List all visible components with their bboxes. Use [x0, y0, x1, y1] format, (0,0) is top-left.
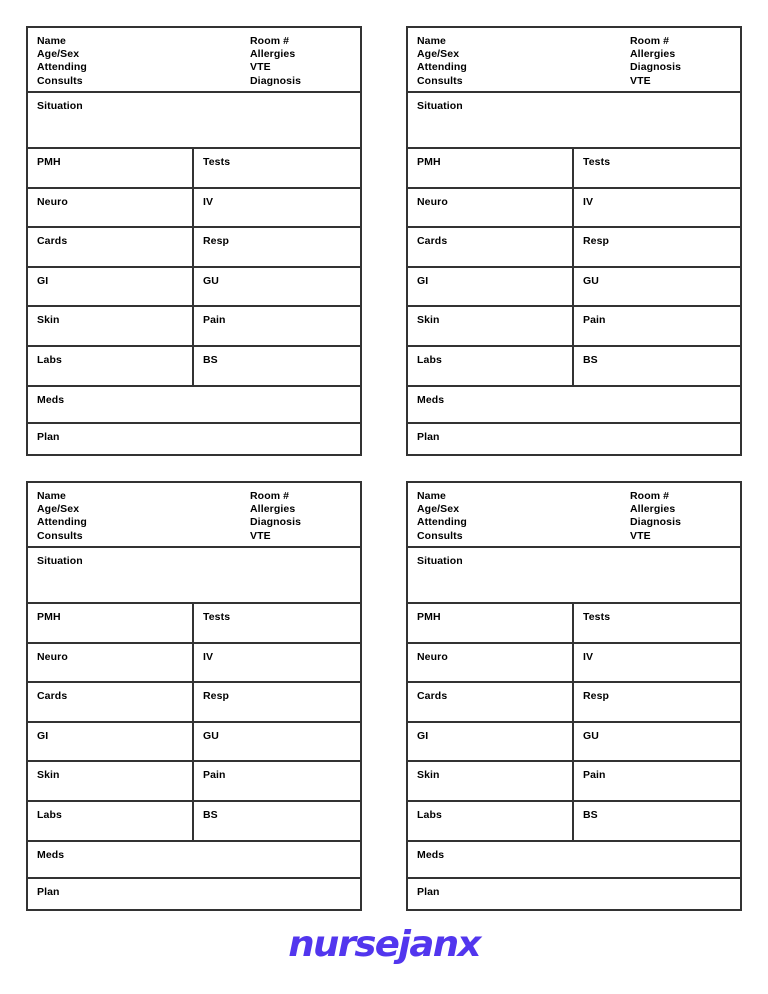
card-header	[408, 28, 740, 93]
situation-field[interactable]	[408, 548, 740, 601]
header-field-label: Allergies	[630, 48, 676, 61]
header-field-label: Room #	[250, 35, 290, 47]
situation-label: Situation	[417, 555, 463, 568]
meds-label: Meds	[37, 848, 65, 861]
assessment-label: GI	[417, 729, 429, 742]
assessment-field[interactable]	[574, 723, 740, 761]
patient-card	[26, 26, 362, 456]
assessment-row	[28, 604, 360, 644]
assessment-label: Pain	[203, 769, 226, 782]
assessment-row	[408, 762, 740, 802]
assessment-label: Tests	[583, 610, 611, 623]
assessment-field[interactable]	[574, 604, 740, 642]
assessment-field[interactable]	[194, 347, 360, 385]
header-field-label: Attending	[417, 61, 467, 74]
meds-row	[28, 387, 360, 425]
assessment-field[interactable]	[194, 189, 360, 227]
header-field-label: Name	[37, 35, 66, 47]
assessment-label: Skin	[417, 769, 440, 782]
assessment-label: Labs	[37, 809, 62, 822]
header-field-label: Diagnosis	[630, 61, 682, 74]
header-field-label: Consults	[417, 74, 463, 87]
assessment-field[interactable]	[574, 228, 740, 266]
patient-card	[406, 481, 742, 911]
assessment-row	[408, 189, 740, 229]
header-field-label: Allergies	[250, 48, 296, 61]
assessment-label: Labs	[417, 354, 442, 367]
assessment-row	[28, 347, 360, 387]
assessment-label: Neuro	[417, 650, 448, 663]
assessment-label: GU	[203, 729, 219, 742]
assessment-field[interactable]	[408, 802, 574, 840]
header-columns	[28, 490, 360, 546]
assessment-row	[408, 644, 740, 684]
assessment-field[interactable]	[408, 723, 574, 761]
plan-label: Plan	[37, 886, 60, 899]
plan-row	[408, 879, 740, 909]
meds-row	[408, 842, 740, 880]
header-field-label: Room #	[630, 490, 670, 502]
assessment-label: BS	[583, 354, 598, 367]
plan-label: Plan	[417, 431, 440, 444]
assessment-row	[28, 802, 360, 842]
situation-label: Situation	[37, 100, 83, 113]
assessment-field[interactable]	[194, 149, 360, 187]
assessment-label: Cards	[417, 235, 448, 248]
header-field-label: VTE	[630, 74, 651, 87]
header-columns	[408, 490, 740, 546]
header-field-label: Name	[417, 35, 446, 47]
header-columns	[408, 35, 740, 91]
assessment-field[interactable]	[28, 307, 194, 345]
header-field-label: Room #	[630, 35, 670, 47]
header-right-column	[630, 35, 681, 88]
header-field-label: Allergies	[630, 503, 676, 516]
assessment-label: Neuro	[37, 650, 68, 663]
situation-row	[28, 93, 360, 148]
assessment-field[interactable]	[574, 762, 740, 800]
assessment-label: Skin	[37, 769, 60, 782]
assessment-row	[28, 189, 360, 229]
assessment-field[interactable]	[194, 723, 360, 761]
assessment-field[interactable]	[194, 228, 360, 266]
assessment-label: Labs	[37, 354, 62, 367]
situation-row	[28, 548, 360, 603]
assessment-field[interactable]	[408, 347, 574, 385]
header-field-label: Consults	[417, 529, 463, 542]
assessment-label: PMH	[37, 610, 61, 623]
assessment-label: GU	[203, 274, 219, 287]
header-field-label: Age/Sex	[417, 503, 460, 516]
header-field-label: Name	[37, 490, 66, 502]
meds-field[interactable]	[408, 842, 740, 878]
header-columns	[28, 35, 360, 91]
assessment-field[interactable]	[574, 802, 740, 840]
assessment-field[interactable]	[408, 762, 574, 800]
assessment-field[interactable]	[408, 307, 574, 345]
assessment-field[interactable]	[28, 762, 194, 800]
situation-label: Situation	[37, 555, 83, 568]
assessment-label: BS	[203, 354, 218, 367]
nursejanx-logo: nursejanx	[288, 924, 480, 965]
assessment-field[interactable]	[408, 189, 574, 227]
assessment-label: Resp	[583, 235, 610, 248]
header-left-column	[37, 490, 87, 543]
assessment-field[interactable]	[408, 604, 574, 642]
plan-row	[28, 879, 360, 909]
header-left-column	[37, 35, 87, 88]
header-field-label: Age/Sex	[37, 48, 80, 61]
assessment-row	[28, 723, 360, 763]
header-field-label: VTE	[630, 529, 651, 542]
assessment-label: IV	[203, 195, 214, 208]
assessment-field[interactable]	[28, 604, 194, 642]
card-header	[28, 483, 360, 548]
assessment-field[interactable]	[574, 268, 740, 306]
assessment-row	[28, 644, 360, 684]
assessment-label: Neuro	[417, 195, 448, 208]
assessment-field[interactable]	[574, 149, 740, 187]
header-field-label: VTE	[250, 61, 271, 74]
meds-label: Meds	[417, 393, 445, 406]
assessment-label: PMH	[37, 155, 61, 168]
header-right-column	[250, 35, 301, 88]
assessment-label: GI	[37, 729, 49, 742]
assessment-row	[28, 268, 360, 308]
plan-row	[408, 424, 740, 454]
header-right-column	[250, 490, 301, 543]
header-field-label: Allergies	[250, 503, 296, 516]
assessment-field[interactable]	[28, 347, 194, 385]
card-header	[28, 28, 360, 93]
assessment-row	[408, 347, 740, 387]
assessment-field[interactable]	[408, 228, 574, 266]
meds-label: Meds	[417, 848, 445, 861]
assessment-field[interactable]	[28, 802, 194, 840]
plan-field[interactable]	[28, 879, 360, 909]
assessment-label: GI	[37, 274, 49, 287]
situation-field[interactable]	[28, 93, 360, 146]
assessment-row	[28, 762, 360, 802]
assessment-label: Tests	[203, 610, 231, 623]
assessment-field[interactable]	[574, 347, 740, 385]
header-field-label: Attending	[37, 516, 87, 529]
assessment-label: Pain	[203, 314, 226, 327]
assessment-label: PMH	[417, 610, 441, 623]
meds-row	[408, 387, 740, 425]
assessment-label: IV	[583, 195, 594, 208]
assessment-field[interactable]	[28, 683, 194, 721]
header-field-label: Age/Sex	[37, 503, 80, 516]
assessment-field[interactable]	[194, 762, 360, 800]
meds-row	[28, 842, 360, 880]
assessment-field[interactable]	[28, 149, 194, 187]
patient-card	[26, 481, 362, 911]
plan-field[interactable]	[408, 879, 740, 909]
assessment-field[interactable]	[194, 307, 360, 345]
assessment-row	[28, 149, 360, 189]
assessment-row	[408, 604, 740, 644]
assessment-row	[28, 228, 360, 268]
assessment-row	[28, 683, 360, 723]
assessment-field[interactable]	[408, 149, 574, 187]
assessment-field[interactable]	[194, 802, 360, 840]
situation-field[interactable]	[28, 548, 360, 601]
plan-field[interactable]	[408, 424, 740, 454]
assessment-label: Skin	[417, 314, 440, 327]
assessment-row	[408, 149, 740, 189]
assessment-label: GU	[583, 274, 599, 287]
meds-field[interactable]	[28, 842, 360, 878]
assessment-row	[28, 307, 360, 347]
header-field-label: Diagnosis	[630, 516, 682, 529]
assessment-field[interactable]	[28, 228, 194, 266]
meds-field[interactable]	[408, 387, 740, 423]
assessment-label: Pain	[583, 314, 606, 327]
assessment-row	[408, 307, 740, 347]
assessment-field[interactable]	[28, 723, 194, 761]
assessment-label: Resp	[203, 690, 230, 703]
assessment-label: Tests	[583, 155, 611, 168]
header-field-label: Diagnosis	[250, 516, 302, 529]
situation-row	[408, 548, 740, 603]
assessment-label: Cards	[37, 235, 68, 248]
header-field-label: Age/Sex	[417, 48, 460, 61]
meds-label: Meds	[37, 393, 65, 406]
situation-label: Situation	[417, 100, 463, 113]
assessment-label: Resp	[583, 690, 610, 703]
plan-label: Plan	[37, 431, 60, 444]
assessment-field[interactable]	[408, 683, 574, 721]
header-right-column	[630, 490, 681, 543]
situation-field[interactable]	[408, 93, 740, 146]
assessment-field[interactable]	[28, 189, 194, 227]
assessment-label: Pain	[583, 769, 606, 782]
assessment-field[interactable]	[194, 604, 360, 642]
assessment-field[interactable]	[574, 189, 740, 227]
assessment-label: Skin	[37, 314, 60, 327]
plan-field[interactable]	[28, 424, 360, 454]
patient-card-grid	[26, 26, 742, 911]
header-field-label: Name	[417, 490, 446, 502]
header-left-column	[417, 490, 467, 543]
assessment-field[interactable]	[28, 644, 194, 682]
assessment-row	[408, 723, 740, 763]
assessment-row	[408, 683, 740, 723]
assessment-label: Resp	[203, 235, 230, 248]
assessment-field[interactable]	[574, 307, 740, 345]
header-field-label: Consults	[37, 529, 83, 542]
assessment-field[interactable]	[194, 683, 360, 721]
header-left-column	[417, 35, 467, 88]
assessment-field[interactable]	[28, 268, 194, 306]
footer	[0, 925, 768, 965]
assessment-label: IV	[203, 650, 214, 663]
assessment-label: Cards	[417, 690, 448, 703]
situation-row	[408, 93, 740, 148]
plan-row	[28, 424, 360, 454]
assessment-label: BS	[203, 809, 218, 822]
assessment-field[interactable]	[408, 644, 574, 682]
assessment-row	[408, 228, 740, 268]
header-field-label: Consults	[37, 74, 83, 87]
assessment-label: GI	[417, 274, 429, 287]
plan-label: Plan	[417, 886, 440, 899]
assessment-label: Cards	[37, 690, 68, 703]
assessment-label: Labs	[417, 809, 442, 822]
meds-field[interactable]	[28, 387, 360, 423]
assessment-field[interactable]	[408, 268, 574, 306]
header-field-label: Room #	[250, 490, 290, 502]
header-field-label: Diagnosis	[250, 74, 302, 87]
header-field-label: Attending	[417, 516, 467, 529]
assessment-label: IV	[583, 650, 594, 663]
assessment-field[interactable]	[194, 644, 360, 682]
assessment-label: BS	[583, 809, 598, 822]
patient-card	[406, 26, 742, 456]
card-header	[408, 483, 740, 548]
assessment-field[interactable]	[574, 683, 740, 721]
assessment-label: Tests	[203, 155, 231, 168]
header-field-label: Attending	[37, 61, 87, 74]
assessment-label: PMH	[417, 155, 441, 168]
assessment-label: GU	[583, 729, 599, 742]
header-field-label: VTE	[250, 529, 271, 542]
assessment-field[interactable]	[194, 268, 360, 306]
assessment-label: Neuro	[37, 195, 68, 208]
assessment-field[interactable]	[574, 644, 740, 682]
assessment-row	[408, 268, 740, 308]
assessment-row	[408, 802, 740, 842]
